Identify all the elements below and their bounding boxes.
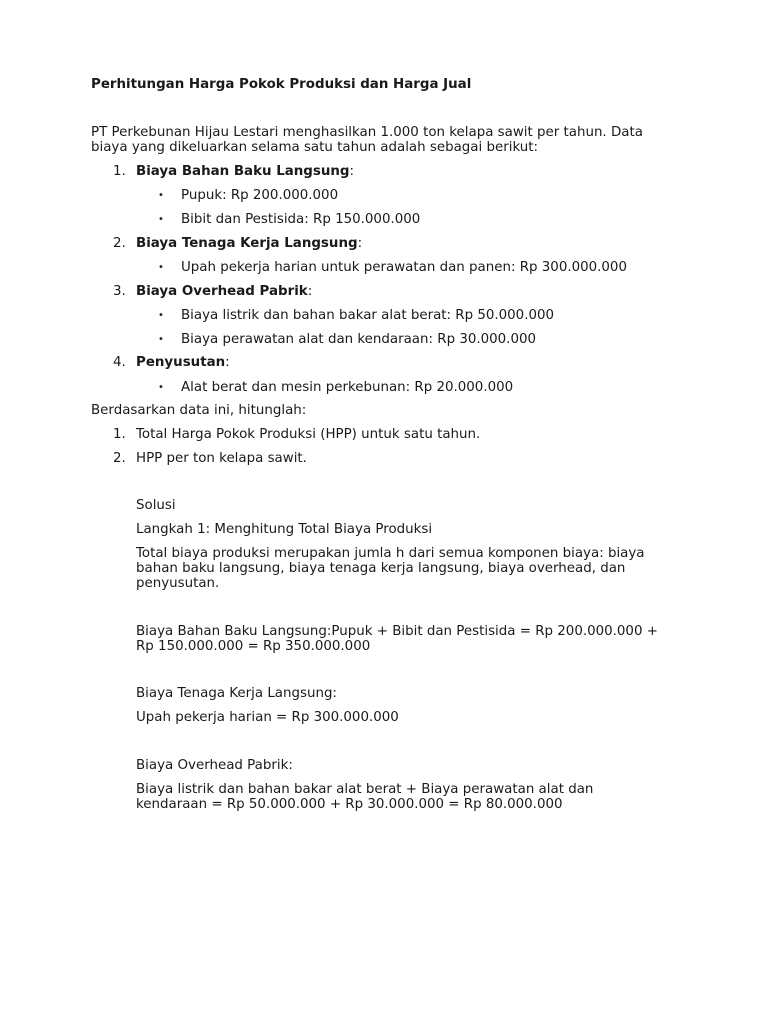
bop-heading: Biaya Overhead Pabrik:: [136, 758, 293, 773]
cost-item: Bibit dan Pestisida: Rp 150.000.000: [181, 212, 421, 227]
cost-list-number: 4.: [113, 355, 126, 370]
cost-list-label: Biaya Tenaga Kerja Langsung: [136, 236, 358, 251]
cost-list-heading: [136, 164, 354, 180]
cost-item: Pupuk: Rp 200.000.000: [181, 188, 339, 203]
cost-list-heading: [136, 355, 230, 371]
step-1-heading: Langkah 1: Menghitung Total Biaya Produksi: [136, 522, 433, 537]
bullet-icon: •: [158, 382, 164, 393]
intro-line-2: biaya yang dikeluarkan selama satu tahun adalah sebagai berikut:: [91, 140, 539, 155]
cost-item: Biaya perawatan alat dan kendaraan: Rp 30.000.000: [181, 332, 537, 347]
question-text: HPP per ton kelapa sawit.: [136, 451, 307, 466]
bullet-icon: •: [158, 262, 164, 273]
cost-list-suffix: :: [349, 164, 355, 179]
cost-list-number: 1.: [113, 164, 126, 179]
step-1-desc-line-3: penyusutan.: [136, 576, 220, 591]
intro-line-1: PT Perkebunan Hijau Lestari menghasilkan 1.000 ton kelapa sawit per tahun. Data: [91, 125, 643, 140]
cost-list-heading: [136, 236, 362, 252]
cost-list-label: Biaya Overhead Pabrik: [136, 284, 308, 299]
question-intro: Berdasarkan data ini, hitunglah:: [91, 403, 307, 418]
cost-item: Upah pekerja harian untuk perawatan dan panen: Rp 300.000.000: [181, 260, 627, 275]
solution-heading: Solusi: [136, 498, 176, 513]
cost-item: Biaya listrik dan bahan bakar alat berat: Rp 50.000.000: [181, 308, 555, 323]
cost-list-suffix: :: [307, 284, 313, 299]
bullet-icon: •: [158, 214, 164, 225]
question-text: Total Harga Pokok Produksi (HPP) untuk satu tahun.: [136, 427, 481, 442]
step-1-desc-line-2: bahan baku langsung, biaya tenaga kerja langsung, biaya overhead, dan: [136, 561, 626, 576]
bop-calc-line-1: Biaya listrik dan bahan bakar alat berat + Biaya perawatan alat dan: [136, 782, 594, 797]
cost-list-suffix: :: [357, 236, 363, 251]
cost-list-suffix: :: [225, 355, 230, 370]
question-number: 1.: [113, 427, 126, 442]
bullet-icon: •: [158, 334, 164, 345]
btkl-calc: Upah pekerja harian = Rp 300.000.000: [136, 710, 399, 725]
bop-calc-line-2: kendaraan = Rp 50.000.000 + Rp 30.000.000 = Rp 80.000.000: [136, 797, 563, 812]
bbbl-calc-line-1: Biaya Bahan Baku Langsung:Pupuk + Bibit dan Pestisida = Rp 200.000.000 +: [136, 624, 658, 639]
cost-list-number: 3.: [113, 284, 126, 299]
cost-item: Alat berat dan mesin perkebunan: Rp 20.000.000: [181, 380, 514, 395]
cost-list-number: 2.: [113, 236, 126, 251]
cost-list-label: Biaya Bahan Baku Langsung: [136, 164, 350, 179]
cost-list-label: Penyusutan: [136, 355, 226, 370]
question-number: 2.: [113, 451, 126, 466]
document-title: Perhitungan Harga Pokok Produksi dan Harga Jual: [91, 77, 472, 92]
bullet-icon: •: [158, 310, 164, 321]
step-1-desc-line-1: Total biaya produksi merupakan jumla h dari semua komponen biaya: biaya: [136, 546, 645, 561]
btkl-heading: Biaya Tenaga Kerja Langsung:: [136, 686, 337, 701]
bbbl-calc-line-2: Rp 150.000.000 = Rp 350.000.000: [136, 639, 371, 654]
cost-list-heading: [136, 284, 312, 300]
bullet-icon: •: [158, 190, 164, 201]
